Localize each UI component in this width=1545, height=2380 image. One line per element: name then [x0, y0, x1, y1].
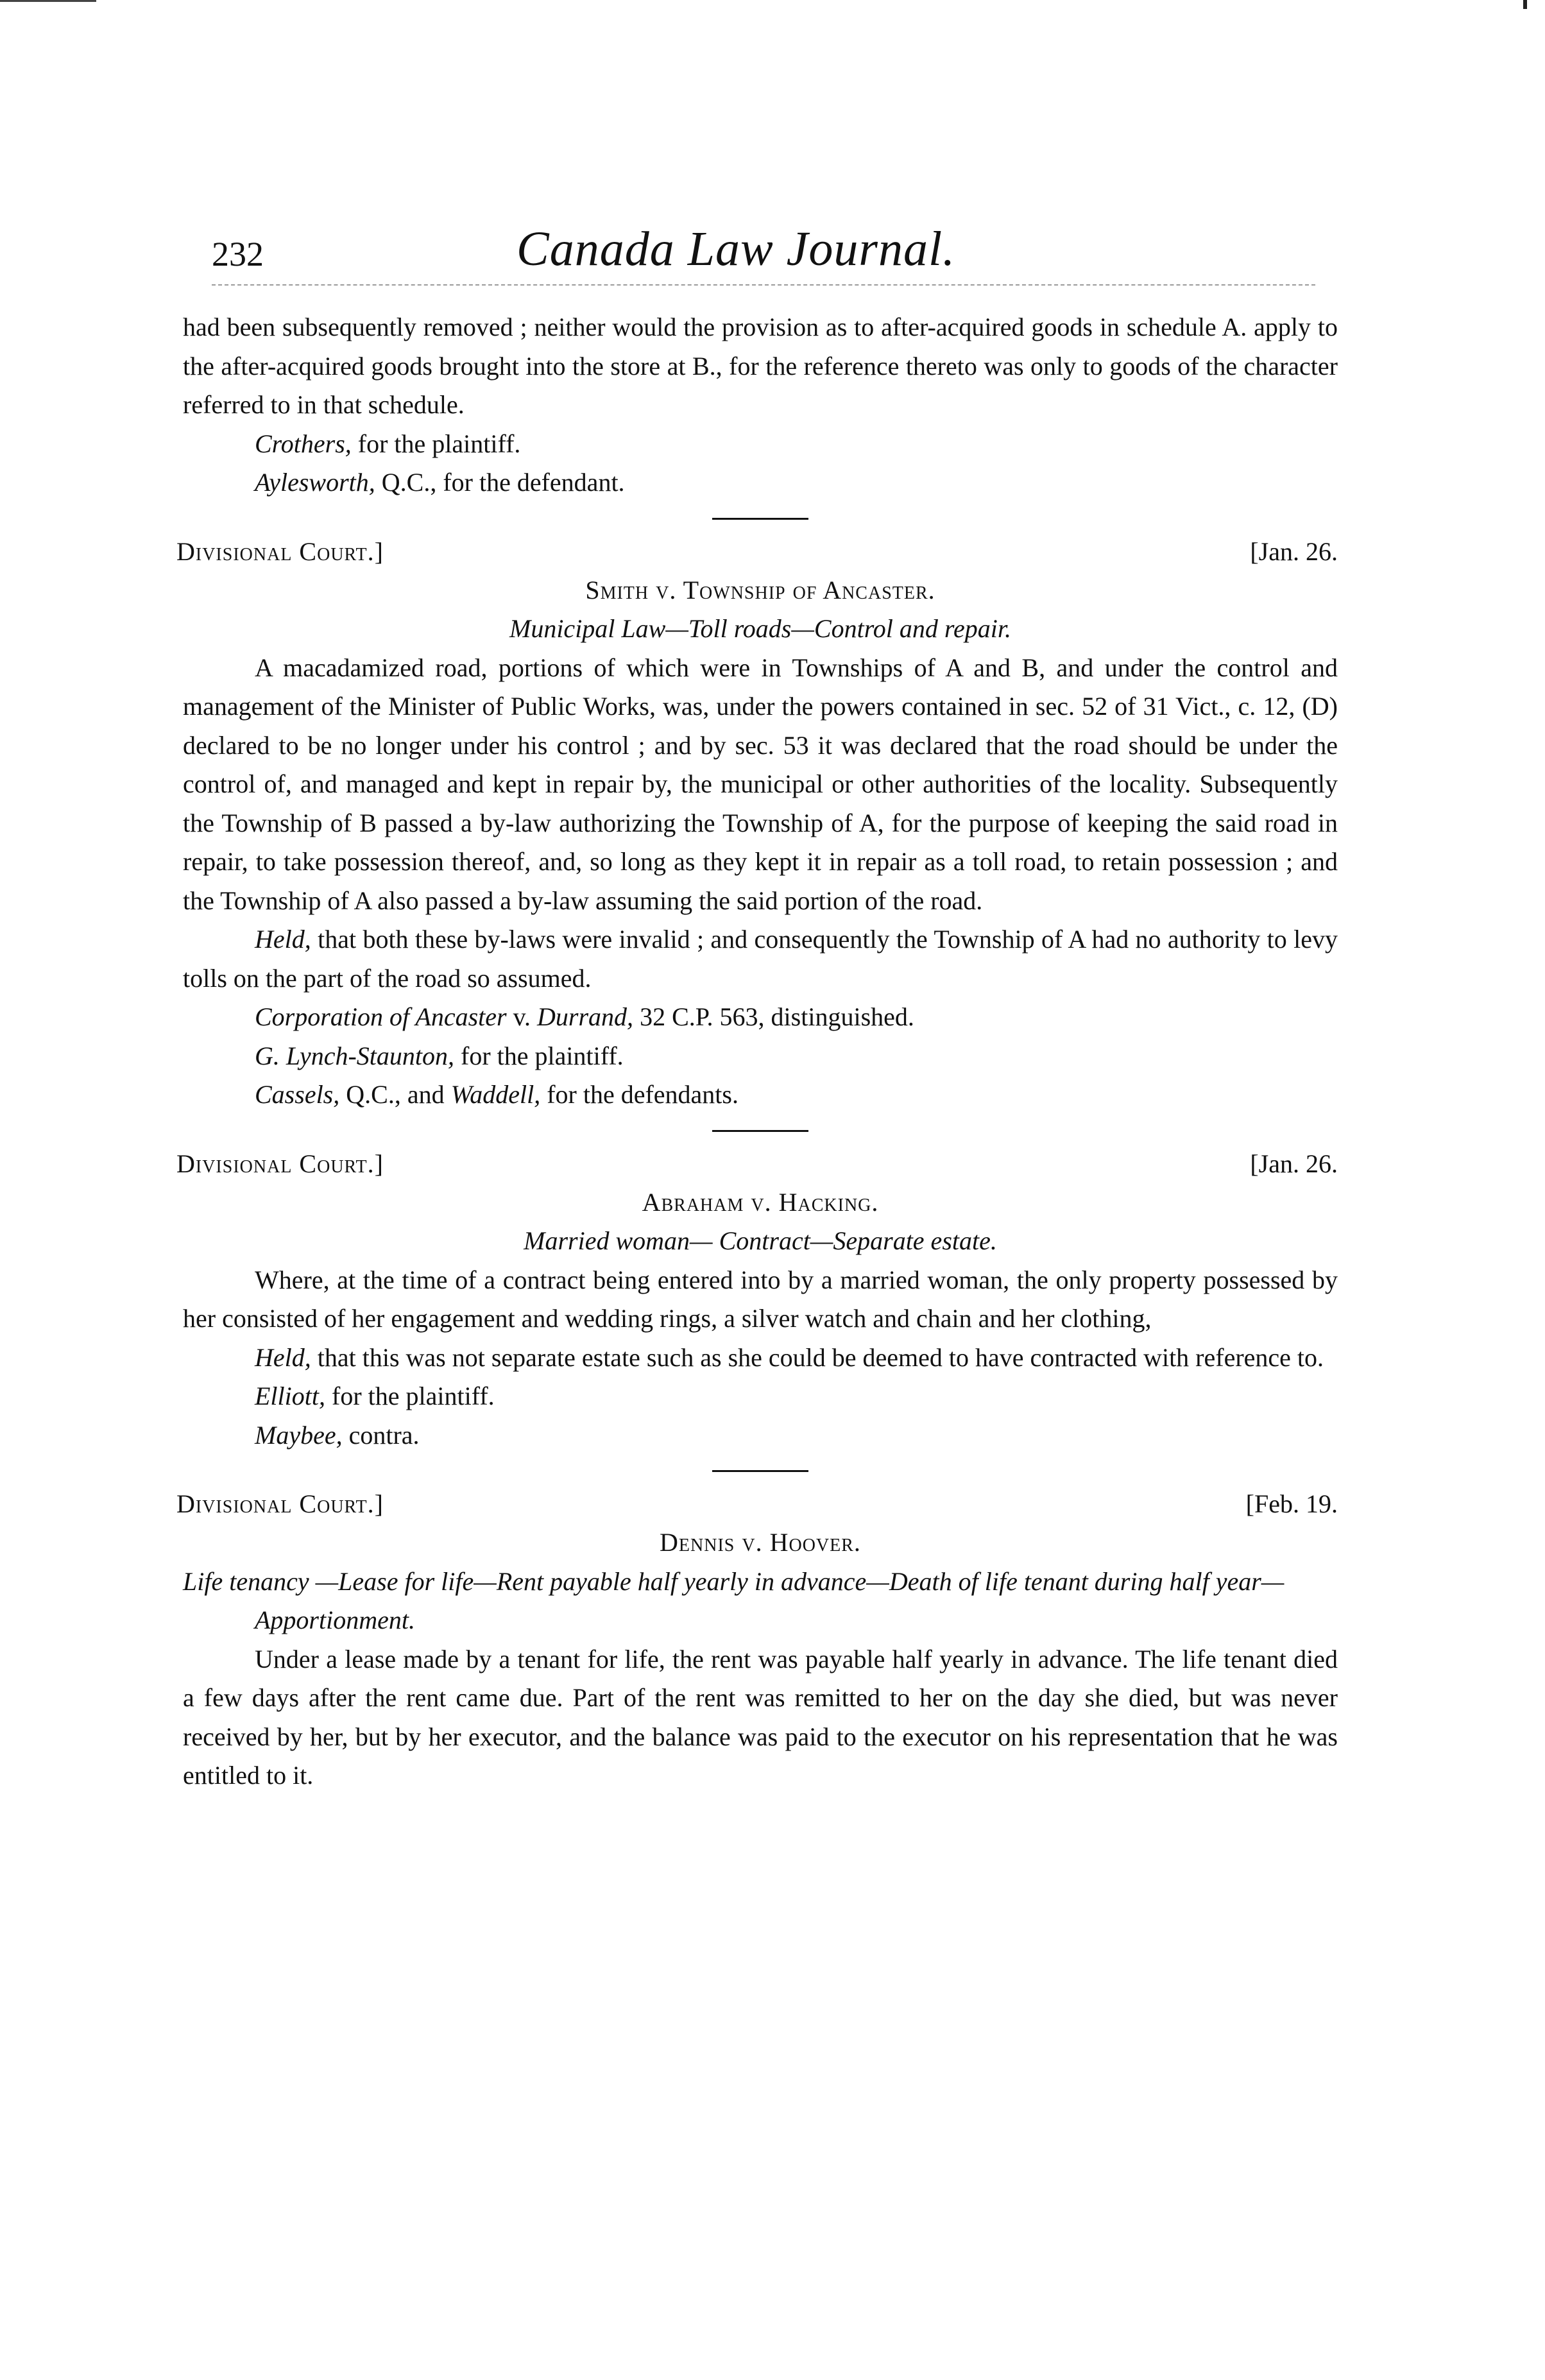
- held-text: that both these by-laws were invalid ; and consequently the Township of A had no authority to levy tolls on the part of the road so assumed.: [183, 925, 1338, 993]
- case-separator: [712, 518, 808, 520]
- court-line: [176, 1485, 1338, 1523]
- case-smith-v-ancaster: [176, 533, 1338, 1115]
- held-text: that this was not separate estate such as she could be deemed to have contracted with reference to.: [311, 1342, 1324, 1372]
- counsel-name: Crothers,: [255, 429, 352, 458]
- counsel-line: [183, 1416, 1338, 1455]
- cited-party: Durrand,: [537, 1002, 634, 1031]
- held-label: Held,: [255, 925, 311, 954]
- case-subject: Municipal Law—Toll roads—Control and repair.: [509, 614, 1011, 643]
- counsel-line: [183, 1377, 1338, 1416]
- page-body: [176, 308, 1338, 1795]
- court-name: Divisional Court.]: [176, 536, 384, 566]
- case-separator: [712, 1130, 808, 1132]
- counsel-name: Maybee,: [255, 1420, 343, 1450]
- counsel-mid: Q.C., and: [339, 1080, 451, 1109]
- cited-case-name: Corporation of Ancaster: [255, 1002, 507, 1031]
- court-name: Divisional Court.]: [176, 1489, 384, 1518]
- case-date: [Jan. 26.: [1250, 536, 1338, 566]
- case-body: Under a lease made by a tenant for life, the rent was payable half yearly in advance. The life tenant died a few days after the rent came due. Part of the rent was remitted to her on the day she died, but was never received by her, but by her executor, and the balance was paid to the executor on his representation that he was entitled to it.: [183, 1644, 1338, 1790]
- case-holding: [183, 1339, 1338, 1378]
- header-rule: [212, 284, 1315, 286]
- cited-v: v.: [506, 1002, 538, 1031]
- counsel-line: [183, 463, 1338, 502]
- court-line: [176, 1145, 1338, 1183]
- counsel-line: [183, 425, 1338, 464]
- case-body: A macadamized road, portions of which were in Townships of A and B, and under the control and management of the Minister of Public Works, was, under the powers contained in sec. 52 of 31 Vict., c. 12, (D) declared to be no longer under his control ; and by sec. 53 it was declared that the road should be under the control of, and managed and kept in repair by, the municipal or other authorities of the locality. Subsequently the Township of B passed a by-law authorizing the Township of A, for the purpose of keeping the said road in repair, to take possession thereof, and, so long as they kept it in repair as a toll road, to retain possession ; and the Township of A also passed a by-law assuming the said portion of the road.: [183, 653, 1338, 915]
- case-body: Where, at the time of a contract being entered into by a married woman, the only property possessed by her consisted of her engagement and wedding rings, a silver watch and chain and her clothing,: [183, 1265, 1338, 1333]
- case-title: Dennis v. Hoover.: [660, 1528, 861, 1557]
- held-label: Held,: [255, 1342, 311, 1372]
- case-abraham-v-hacking: [176, 1145, 1338, 1455]
- counsel-name: Waddell,: [450, 1080, 541, 1109]
- court-line: [176, 533, 1338, 571]
- case-separator: [712, 1470, 808, 1472]
- counsel-name: G. Lynch-Staunton,: [255, 1041, 454, 1070]
- case-holding: [183, 920, 1338, 998]
- counsel-name: Cassels,: [255, 1080, 340, 1109]
- counsel-role: Q.C., for the defendant.: [375, 468, 625, 497]
- intro-section: [183, 308, 1338, 502]
- intro-paragraph: had been subsequently removed ; neither would the provision as to after-acquired goods in schedule A. apply to the after-acquired goods brought into the store at B., for the reference thereto was only to goods of the character referred to in that schedule.: [183, 312, 1338, 419]
- page-header: [212, 221, 1322, 292]
- page-number: 232: [212, 235, 264, 273]
- case-subject: Married woman— Contract—Separate estate.: [524, 1226, 997, 1255]
- cited-rest: 32 C.P. 563, distinguished.: [633, 1002, 914, 1031]
- scan-edge-line: [0, 0, 96, 2]
- counsel-role: for the defendants.: [540, 1080, 738, 1109]
- case-citation: [183, 998, 1338, 1037]
- case-subject: Life tenancy —Lease for life—Rent payable half yearly in advance—Death of life tenant during half year—Apportionment.: [183, 1566, 1285, 1634]
- counsel-line: [183, 1037, 1338, 1076]
- scan-edge-mark: [1523, 0, 1527, 9]
- case-title: Abraham v. Hacking.: [642, 1187, 879, 1217]
- counsel-line: [183, 1075, 1338, 1115]
- running-title: Canada Law Journal.: [516, 222, 956, 276]
- counsel-role: for the plaintiff.: [325, 1382, 495, 1410]
- counsel-role: for the plaintiff.: [351, 429, 521, 458]
- case-dennis-v-hoover: [176, 1485, 1338, 1795]
- case-date: [Jan. 26.: [1250, 1149, 1338, 1178]
- counsel-name: Elliott,: [255, 1382, 325, 1410]
- case-date: [Feb. 19.: [1245, 1489, 1338, 1518]
- court-name: Divisional Court.]: [176, 1149, 384, 1178]
- counsel-name: Aylesworth,: [255, 468, 375, 497]
- counsel-role: for the plaintiff.: [454, 1041, 624, 1070]
- case-title: Smith v. Township of Ancaster.: [585, 575, 935, 604]
- counsel-role: contra.: [342, 1420, 420, 1450]
